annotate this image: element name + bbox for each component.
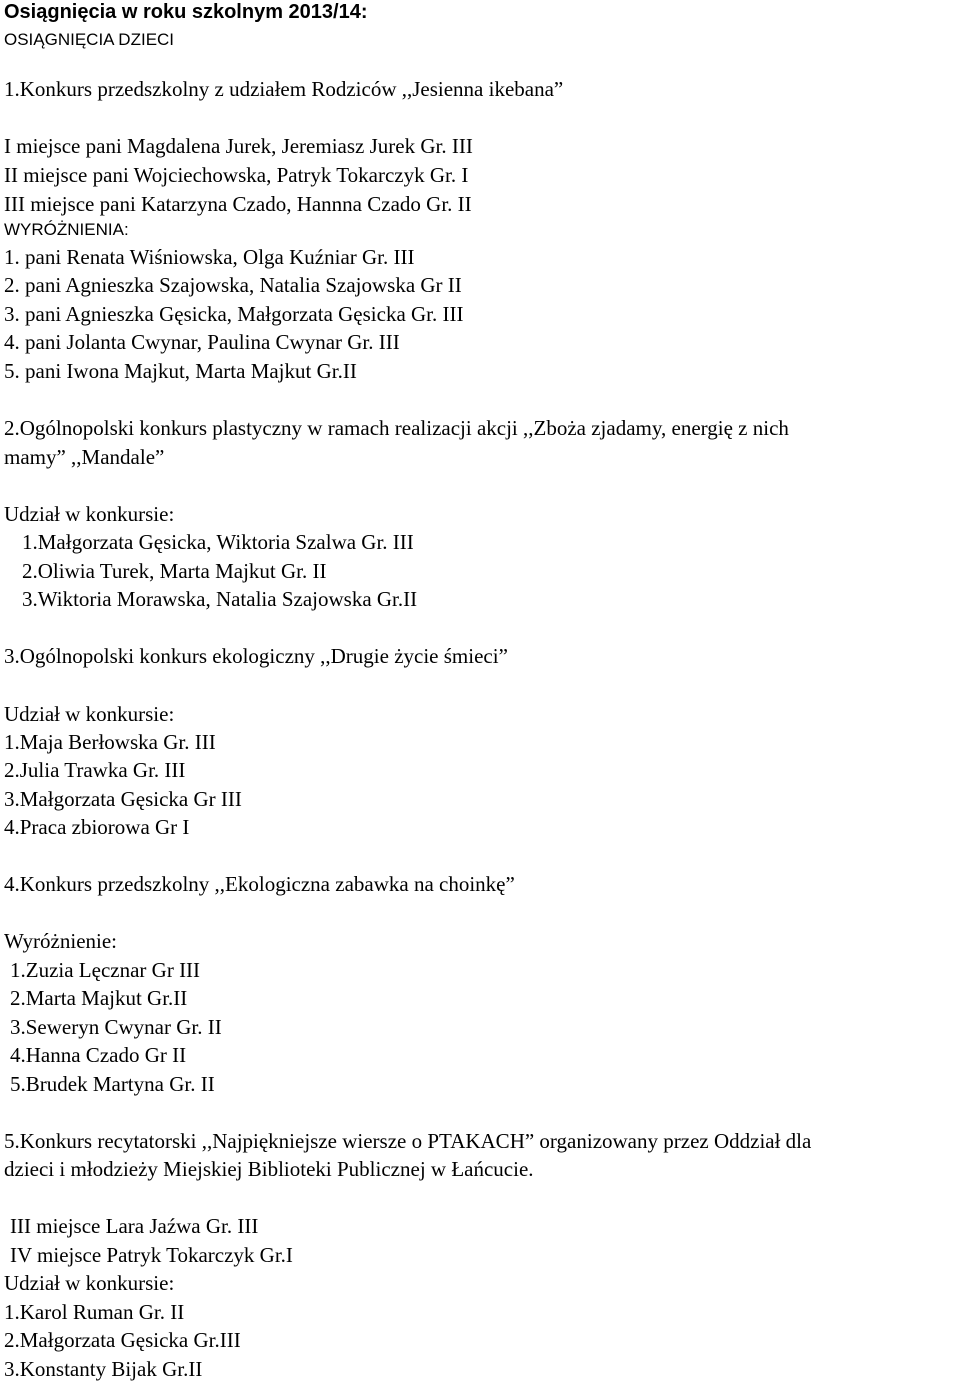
contest-4-heading: 4.Konkurs przedszkolny ,,Ekologiczna zabawka na choinkę” <box>4 872 515 896</box>
contest-1-honor-4: 4. pani Jolanta Cwynar, Paulina Cwynar Gr. III <box>4 330 400 354</box>
contest-5-participant-1: 1.Karol Ruman Gr. II <box>4 1300 185 1324</box>
contest-2-participant-1: 1.Małgorzata Gęsicka, Wiktoria Szalwa Gr. III <box>22 530 414 554</box>
contest-4-honor-4: 4.Hanna Czado Gr II <box>10 1043 187 1067</box>
contest-3-participant-1: 1.Maja Berłowska Gr. III <box>4 730 216 754</box>
contest-1-place-1: I miejsce pani Magdalena Jurek, Jeremiasz Jurek Gr. III <box>4 134 473 158</box>
page-subtitle: OSIĄGNIĘCIA DZIECI <box>4 30 175 49</box>
contest-1-honors-label: WYRÓŻNIENIA: <box>4 220 129 239</box>
contest-1-honor-3: 3. pani Agnieszka Gęsicka, Małgorzata Gęsicka Gr. III <box>4 302 464 326</box>
contest-1-honor-2: 2. pani Agnieszka Szajowska, Natalia Szajowska Gr II <box>4 273 462 297</box>
contest-5-participant-3: 3.Konstanty Bijak Gr.II <box>4 1357 203 1381</box>
contest-1-heading: 1.Konkurs przedszkolny z udziałem Rodziców ,,Jesienna ikebana” <box>4 77 564 101</box>
contest-2-participant-3: 3.Wiktoria Morawska, Natalia Szajowska Gr.II <box>22 587 418 611</box>
contest-5-place-2: IV miejsce Patryk Tokarczyk Gr.I <box>10 1243 293 1267</box>
contest-5-heading-line-1: 5.Konkurs recytatorski ,,Najpiękniejsze wiersze o PTAKACH” organizowany przez Oddział dla <box>4 1129 812 1153</box>
contest-3-heading: 3.Ogólnopolski konkurs ekologiczny ,,Drugie życie śmieci” <box>4 644 508 668</box>
page-title: Osiągnięcia w roku szkolnym 2013/14: <box>4 1 368 23</box>
contest-4-honor-label: Wyróżnienie: <box>4 929 118 953</box>
contest-2-participant-2: 2.Oliwia Turek, Marta Majkut Gr. II <box>22 559 327 583</box>
contest-4-honor-3: 3.Seweryn Cwynar Gr. II <box>10 1015 222 1039</box>
contest-3-participant-2: 2.Julia Trawka Gr. III <box>4 758 186 782</box>
contest-2-heading-line-2: mamy” ,,Mandale” <box>4 445 165 469</box>
contest-5-participation-label: Udział w konkursie: <box>4 1271 175 1295</box>
contest-4-honor-1: 1.Zuzia Lęcznar Gr III <box>10 958 201 982</box>
contest-5-heading-line-2: dzieci i młodzieży Miejskiej Biblioteki Publicznej w Łańcucie. <box>4 1157 534 1181</box>
contest-1-honor-1: 1. pani Renata Wiśniowska, Olga Kuźniar Gr. III <box>4 245 415 269</box>
contest-2-participation-label: Udział w konkursie: <box>4 502 175 526</box>
contest-3-participation-label: Udział w konkursie: <box>4 702 175 726</box>
contest-3-participant-3: 3.Małgorzata Gęsicka Gr III <box>4 787 242 811</box>
contest-5-place-1: III miejsce Lara Jaźwa Gr. III <box>10 1214 259 1238</box>
contest-3-participant-4: 4.Praca zbiorowa Gr I <box>4 815 190 839</box>
contest-5-participant-2: 2.Małgorzata Gęsicka Gr.III <box>4 1328 241 1352</box>
contest-1-place-3: III miejsce pani Katarzyna Czado, Hannna Czado Gr. II <box>4 192 472 216</box>
contest-4-honor-2: 2.Marta Majkut Gr.II <box>10 986 188 1010</box>
contest-1-place-2: II miejsce pani Wojciechowska, Patryk Tokarczyk Gr. I <box>4 163 469 187</box>
contest-1-honor-5: 5. pani Iwona Majkut, Marta Majkut Gr.II <box>4 359 357 383</box>
contest-4-honor-5: 5.Brudek Martyna Gr. II <box>10 1072 215 1096</box>
contest-2-heading-line-1: 2.Ogólnopolski konkurs plastyczny w ramach realizacji akcji ,,Zboża zjadamy, energię z nich <box>4 416 789 440</box>
